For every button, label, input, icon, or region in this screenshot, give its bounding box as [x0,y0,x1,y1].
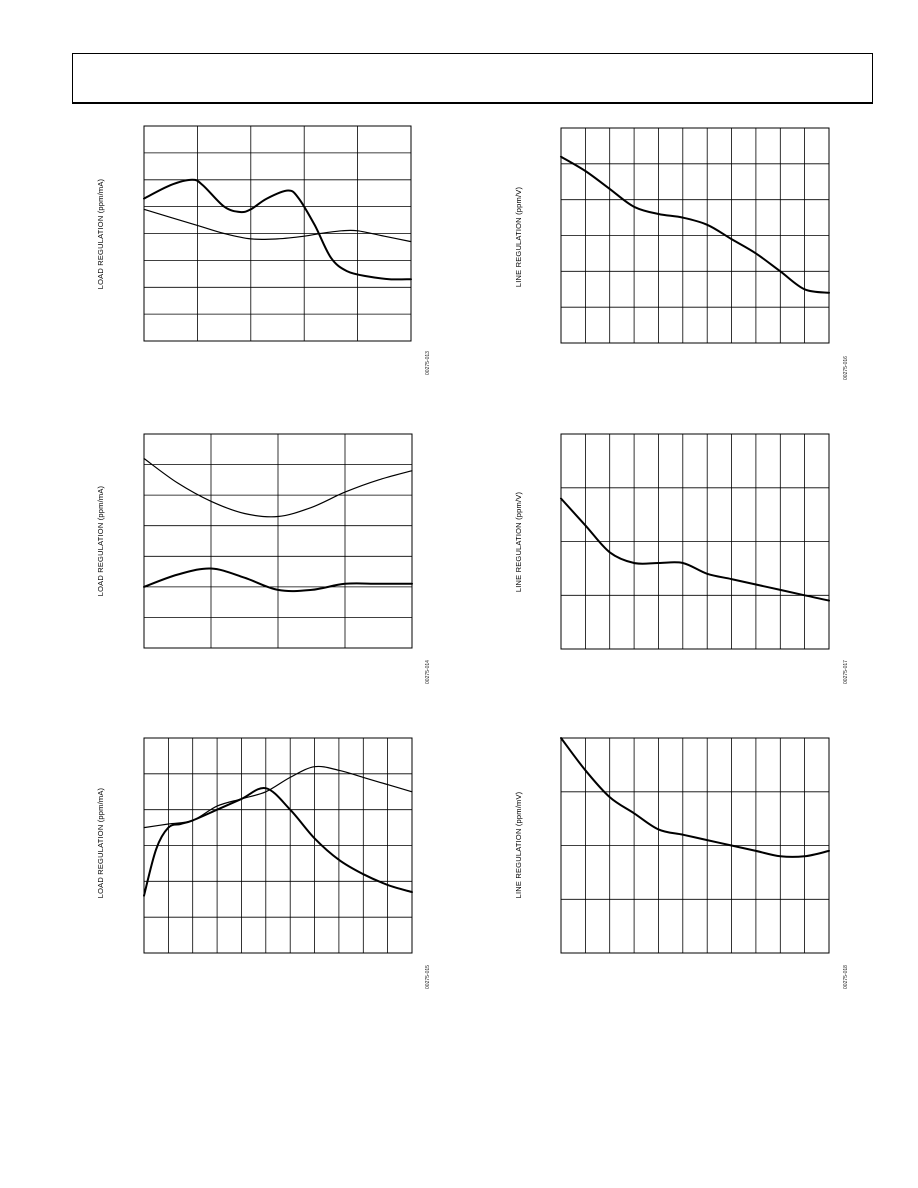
chart-5 [144,738,412,953]
figure-code-chart-4: 00275-017 [843,660,849,684]
series-line-1 [561,157,829,293]
ylabel-chart-5: LOAD REGULATION (ppm/mA) [96,787,105,899]
ylabel-chart-3: LOAD REGULATION (ppm/mA) [96,485,105,597]
ylabel-chart-6: LINE REGULATION (ppm/mV) [514,791,523,899]
series-line-1 [144,788,412,896]
ylabel-chart-4: LINE REGULATION (ppm/V) [514,491,523,593]
series-line-1 [561,738,829,857]
figure-code-chart-1: 00275-013 [425,351,431,375]
ylabel-chart-1: LOAD REGULATION (ppm/mA) [96,178,105,290]
series-line-1 [561,499,829,601]
chart-4 [561,434,829,649]
series-line-2 [144,209,411,241]
chart-6 [561,738,829,953]
chart-3 [144,434,412,648]
ylabel-chart-2: LINE REGULATION (ppm/V) [514,186,523,288]
page-header-rule [72,102,873,104]
figure-code-chart-2: 00275-016 [843,356,849,380]
series-line-1 [144,180,411,280]
chart-1 [144,126,411,341]
figure-code-chart-5: 00275-015 [425,965,431,989]
figure-code-chart-6: 00275-018 [843,965,849,989]
chart-2 [561,128,829,343]
page-header-box [72,53,873,103]
figure-code-chart-3: 00275-014 [425,660,431,684]
